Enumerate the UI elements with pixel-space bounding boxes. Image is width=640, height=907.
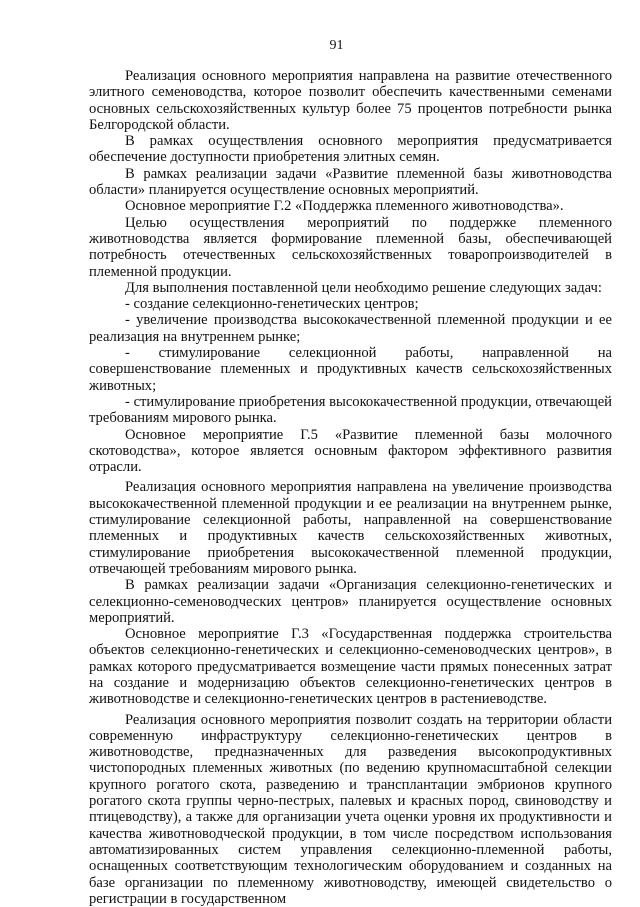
list-item: - стимулирование селекционной работы, направленной на совершенствование племенных и продуктивных качеств сельскохозяйственных животных; xyxy=(89,345,612,394)
paragraph: Основное мероприятие Г.5 «Развитие племенной базы молочного скотоводства», которое является основным фактором эффективного развития отрасли. xyxy=(89,426,612,476)
paragraph: В рамках осуществления основного мероприятия предусматривается обеспечение доступности приобретения элитных семян. xyxy=(89,133,612,166)
list-item: - стимулирование приобретения высококачественной продукции, отвечающей требованиям мирового рынка. xyxy=(89,393,612,427)
paragraph: Основное мероприятие Г.2 «Поддержка племенного животноводства». xyxy=(125,198,564,215)
page-number: 91 xyxy=(329,38,344,53)
paragraph: Основное мероприятие Г.3 «Государственная поддержка строительства объектов селекционно-генетических и селекционно-семеноводческих центров», в рамках которого предусматривается возмещение части прямых понесенных затрат на создание и модернизацию объектов селекционно-генетических центров в животноводстве и селекционно-генетических центров в растениеводстве. xyxy=(89,626,612,708)
paragraph: Целью осуществления мероприятий по поддержке племенного животноводства является формирование племенной базы, обеспечивающей потребность отечественных сельскохозяйственных товаропроизводителей в племенной продукции. xyxy=(89,214,612,280)
paragraph: Реализация основного мероприятия позволит создать на территории области современную инфраструктуру селекционно-генетических центров в животноводстве, предназначенных для разведения высокопродуктивных чистопородных племенных животных (по ведению крупномасштабной селекции крупного рогатого скота, разведению и трансплантации эмбрионов крупного рогатого скота группы черно-пестрых, палевых и красных пород, свиноводству и птицеводству), а также для организации учета оценки уровня их продуктивности и качества животноводческой продукции, в том числе посредством использования автоматизированных систем управления селекционно-племенной работы, оснащенных соответствующим технологическим оборудованием и созданных на базе организации по племенному животноводству, имеющей свидетельство о регистрации в государственном xyxy=(89,711,612,907)
list-item: - увеличение производства высококачественной племенной продукции и ее реализация на внутреннем рынке; xyxy=(89,312,612,345)
paragraph: Реализация основного мероприятия направлена на развитие отечественного элитного семеноводства, которое позволит обеспечить качественными семенами основных сельскохозяйственных культур более 75 процентов потребности рынка Белгородской области. xyxy=(89,68,612,133)
document-body xyxy=(89,68,612,907)
paragraph: В рамках реализации задачи «Организация селекционно-генетических и селекционно-семеноводческих центров» планируется осуществление основных мероприятий. xyxy=(89,577,612,626)
paragraph: Реализация основного мероприятия направлена на увеличение производства высококачественной племенной продукции и ее реализации на внутреннем рынке, стимулирование селекционной работы, направленной на совершенствование племенных и продуктивных качеств сельскохозяйственных животных, стимулирование приобретения высококачественной племенной продукции, отвечающей требованиям мирового рынка. xyxy=(89,479,612,577)
paragraph: Для выполнения поставленной цели необходимо решение следующих задач: xyxy=(125,279,602,296)
paragraph: В рамках реализации задачи «Развитие племенной базы животноводства области» планируется осуществление основных мероприятий. xyxy=(89,165,612,199)
list-item: - создание селекционно-генетических центров; xyxy=(125,296,419,313)
